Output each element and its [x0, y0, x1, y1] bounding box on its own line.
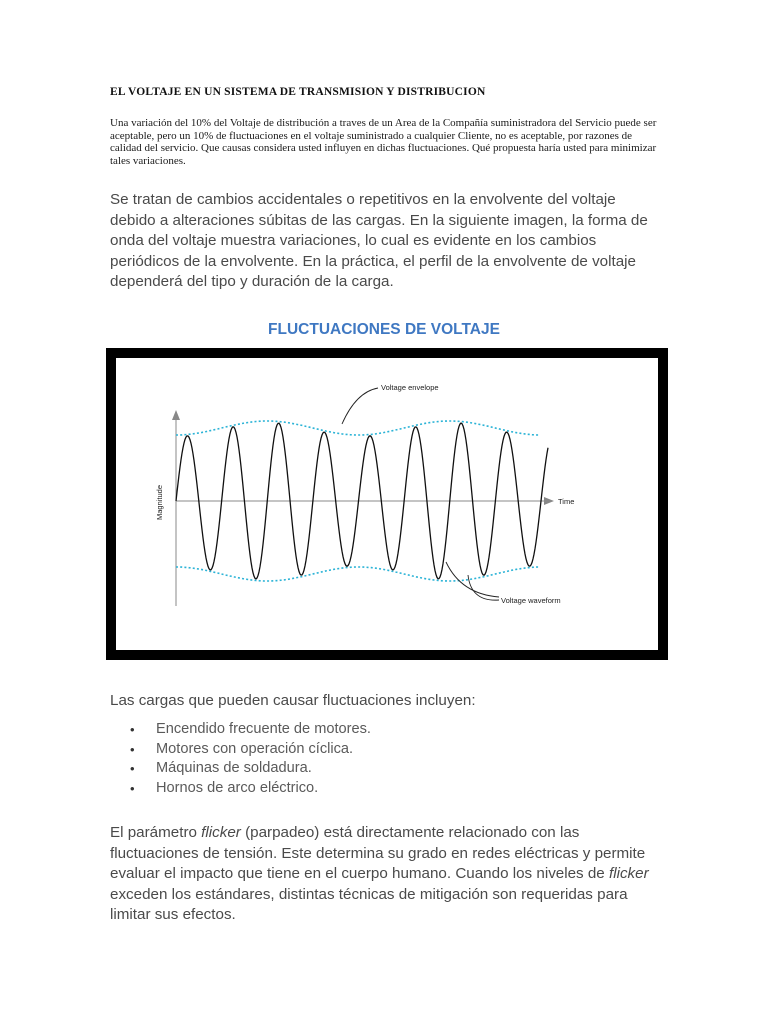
x-axis-arrow	[544, 497, 554, 505]
bullet: •	[130, 780, 135, 796]
list-item	[110, 740, 371, 760]
section-heading: FLUCTUACIONES DE VOLTAJE	[268, 321, 500, 338]
y-axis-label: Magnitude	[155, 484, 164, 520]
loads-intro: Las cargas que pueden causar fluctuaciones incluyen:	[110, 692, 476, 709]
flicker-term: flicker	[608, 865, 649, 883]
x-axis-label: Time	[558, 497, 575, 506]
bullet: •	[130, 741, 135, 757]
envelope-callout-line	[342, 388, 378, 424]
bullet: •	[130, 761, 135, 776]
intro-paragraph: Se tratan de cambios accidentales o repetitivos en la envolvente del voltaje debido a alteraciones súbitas de las cargas. En la siguiente imagen, la forma de onda del voltaje muestra variaciones, lo cual es evidente en los cambios periódicos de la envolvente. En la práctica, el perfil de la envolvente de voltaje dependerá del tipo y duración de la carga.	[110, 191, 648, 291]
list-item	[110, 759, 371, 779]
question-paragraph: Una variación del 10% del Voltaje de distribución a traves de un Area de la Compañía suministradora del Servicio puede ser aceptable, pero un 10% de fluctuaciones en el voltaje suministrado a cualquier Cliente, no es aceptable, por razones de calidad del servicio. Que causas considera usted influyen en dichas fluctuaciones. Qué propuesta haría usted para minimizar tales variaciones.	[110, 117, 657, 167]
flicker-text-3: exceden los estándares, distintas técnicas de mitigación son requeridas para limitar sus efectos.	[110, 885, 628, 924]
list-item	[110, 779, 371, 799]
flicker-term: flicker	[201, 824, 241, 841]
list-item-text: Máquinas de soldadura.	[156, 760, 312, 776]
voltage-fluctuation-figure	[116, 358, 658, 650]
list-item-text: Motores con operación cíclica.	[156, 740, 354, 757]
waveform-label: Voltage waveform	[501, 596, 561, 605]
flicker-text-1: El parámetro	[110, 824, 202, 841]
document-title: EL VOLTAJE EN UN SISTEMA DE TRANSMISION Y DISTRIBUCION	[110, 86, 486, 98]
list-item	[110, 720, 371, 740]
list-item-text: Hornos de arco eléctrico.	[156, 779, 319, 796]
waveform-callout-line-1	[446, 562, 499, 597]
flicker-text-2: (parpadeo) está directamente relacionado con las fluctuaciones de tensión. Este determina su grado en redes eléctricas y permite evaluar el impacto que tiene en el cuerpo humano. Cuando los niveles de	[110, 824, 646, 883]
voltage-diagram	[116, 358, 658, 650]
list-item-text: Encendido frecuente de motores.	[156, 721, 371, 737]
bullet: •	[130, 722, 135, 737]
loads-list	[110, 720, 371, 798]
envelope-label: Voltage envelope	[381, 383, 439, 392]
y-axis-arrow	[172, 410, 180, 420]
figure-frame	[106, 348, 668, 660]
flicker-paragraph	[110, 823, 662, 926]
